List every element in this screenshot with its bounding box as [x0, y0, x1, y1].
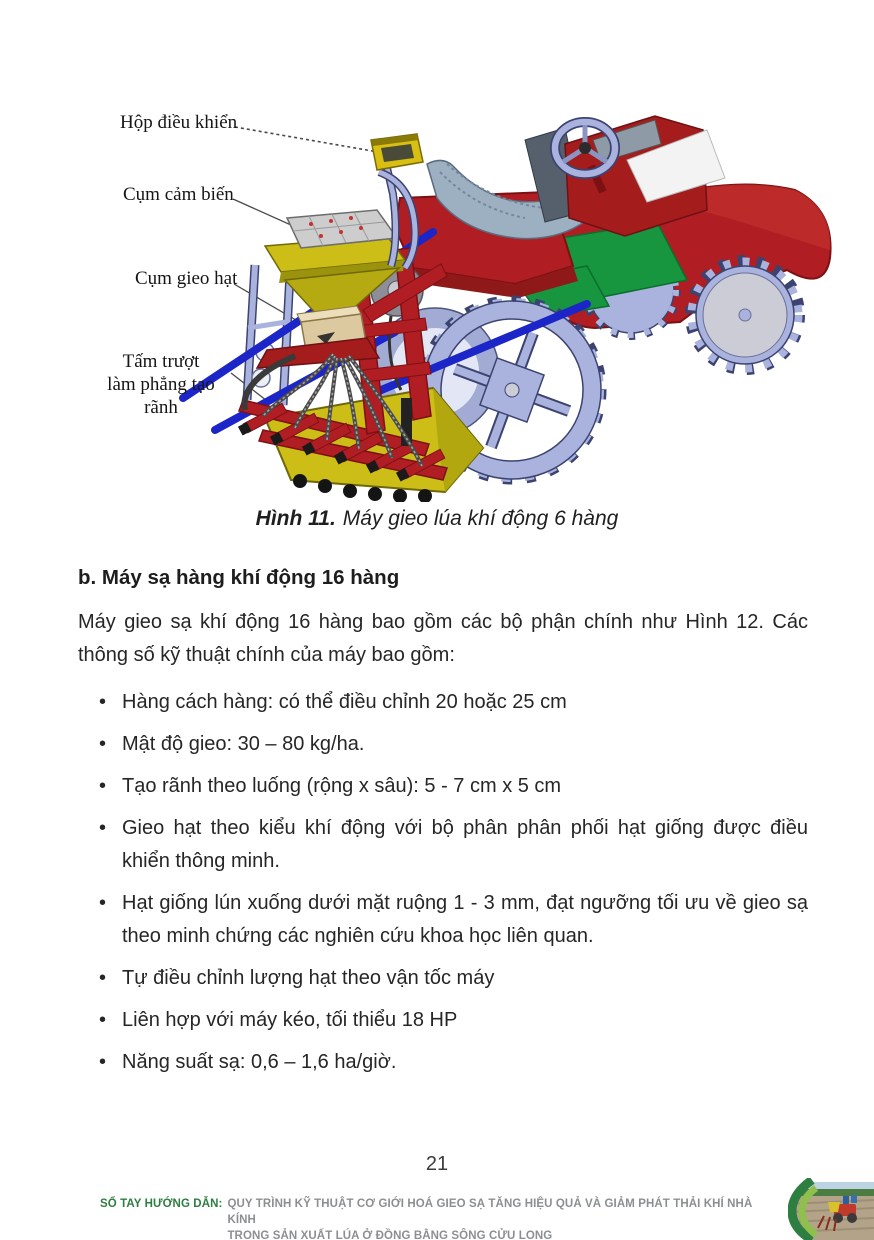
mini-tractor-hopper: [828, 1202, 840, 1212]
footer-handbook-label: SỔ TAY HƯỚNG DẪN:: [100, 1198, 223, 1210]
section-heading: b. Máy sạ hàng khí động 16 hàng: [78, 566, 400, 589]
bullet-icon: •: [99, 733, 107, 755]
figure-11: [95, 100, 835, 502]
figure-label-seeder: Cụm gieo hạt: [135, 268, 238, 289]
spec-list: [78, 686, 808, 1079]
list-item: • Tạo rãnh theo luống (rộng x sâu): 5 - 7 cm x 5 cm: [78, 770, 808, 803]
bullet-icon: •: [99, 691, 107, 713]
figure-caption-text: Máy gieo lúa khí động 6 hàng: [342, 507, 619, 530]
list-item: • Liên hợp với máy kéo, tối thiểu 18 HP: [78, 1004, 808, 1037]
machine-illustration: [95, 100, 835, 502]
main-content: [78, 566, 808, 1088]
bullet-icon: •: [99, 892, 107, 914]
bullet-icon: •: [99, 1051, 107, 1073]
bullet-icon: •: [99, 775, 107, 797]
list-item: • Hàng cách hàng: có thể điều chỉnh 20 hoặc 25 cm: [78, 686, 808, 719]
bullet-icon: •: [99, 1009, 107, 1031]
bullet-icon: •: [99, 817, 107, 839]
footer-title: QUY TRÌNH KỸ THUẬT CƠ GIỚI HOÁ GIEO SẠ TĂNG HIỆU QUẢ VÀ GIẢM PHÁT THẢI KHÍ NHÀ KÍNH TRONG SẢN XUẤT LÚA Ở ĐỒNG BẰNG SÔNG CỬU LONG: [227, 1198, 753, 1240]
figure-caption: [0, 507, 874, 531]
figure-label-control-box: Hộp điều khiển: [120, 112, 238, 133]
intro-paragraph: Máy gieo sạ khí động 16 hàng bao gồm các bộ phận chính như Hình 12. Các thông số kỹ thuật chính của máy bao gồm:: [78, 611, 808, 666]
list-item: • Hạt giống lún xuống dưới mặt ruộng 1 - 3 mm, đạt ngưỡng tối ưu về gieo sạ theo minh chứng các nghiên cứu khoa học liên quan.: [78, 887, 808, 953]
list-item: • Tự điều chỉnh lượng hạt theo vận tốc máy: [78, 962, 808, 995]
page-number: 21: [425, 1153, 449, 1175]
footer: [100, 1196, 760, 1240]
leader-line-control-box: [235, 127, 378, 152]
figure-caption-number: Hình 11.: [255, 507, 336, 530]
list-item: • Năng suất sạ: 0,6 – 1,6 ha/giờ.: [78, 1046, 808, 1079]
bullet-icon: •: [99, 967, 107, 989]
figure-label-sensor: Cụm cảm biến: [123, 184, 234, 205]
mini-operator: [851, 1195, 857, 1203]
list-item: • Gieo hạt theo kiểu khí động với bộ phân phân phối hạt giống được điều khiển thông minh.: [78, 812, 808, 878]
footer-photo: [788, 1178, 874, 1240]
list-item: • Mật độ gieo: 30 – 80 kg/ha.: [78, 728, 808, 761]
rear-wheel: [691, 261, 799, 369]
control-box: [371, 134, 423, 170]
mini-operator: [843, 1196, 849, 1204]
figure-label-slider: Tấm trượt làm phẳng tạo rãnh: [107, 351, 215, 418]
